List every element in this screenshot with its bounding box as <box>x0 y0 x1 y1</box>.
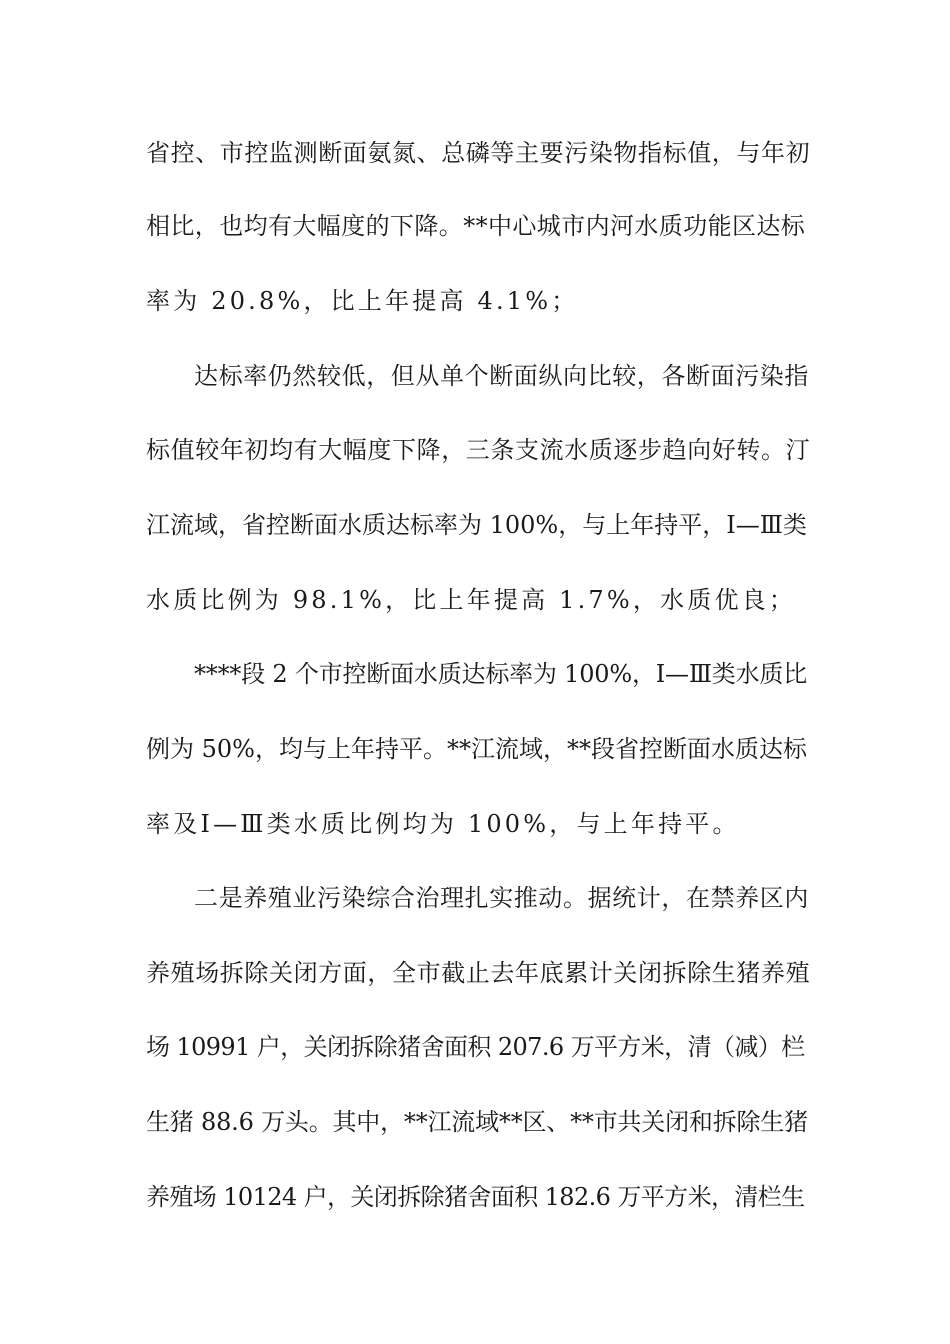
text-line: 省控、市控监测断面氨氮、总磷等主要污染物指标值，与年初 <box>146 139 811 167</box>
paragraph-start-line: 二是养殖业污染综合治理扎实推动。据统计，在禁养区内 <box>194 884 809 912</box>
text-line: 标值较年初均有大幅度下降，三条支流水质逐步趋向好转。汀 <box>146 436 811 464</box>
paragraph-start-line: 达标率仍然较低，但从单个断面纵向比较，各断面污染指 <box>194 362 809 390</box>
text-line: 率及Ⅰ—Ⅲ类水质比例均为 100%，与上年持平。 <box>146 810 740 838</box>
text-line: 水质比例为 98.1%，比上年提高 1.7%，水质优良； <box>146 586 797 614</box>
paragraph-start-line: ****段 2 个市控断面水质达标率为 100%，Ⅰ—Ⅲ类水质比 <box>194 660 807 688</box>
text-line: 例为 50%，均与上年持平。**江流域，**段省控断面水质达标 <box>146 735 807 763</box>
text-line: 养殖场 10124 户，关闭拆除猪舍面积 182.6 万平方米，清栏生 <box>146 1183 805 1211</box>
text-line: 生猪 88.6 万头。其中，**江流域**区、**市共关闭和拆除生猪 <box>146 1108 808 1136</box>
text-line: 养殖场拆除关闭方面，全市截止去年底累计关闭拆除生猪养殖 <box>146 959 811 987</box>
text-line: 江流域，省控断面水质达标率为 100%，与上年持平，Ⅰ—Ⅲ类 <box>146 511 807 539</box>
text-line: 相比，也均有大幅度的下降。**中心城市内河水质功能区达标 <box>146 212 806 240</box>
text-line: 率为 20.8%，比上年提高 4.1%； <box>146 287 579 315</box>
text-line: 场 10991 户，关闭拆除猪舍面积 207.6 万平方米，清（减）栏 <box>146 1033 805 1061</box>
